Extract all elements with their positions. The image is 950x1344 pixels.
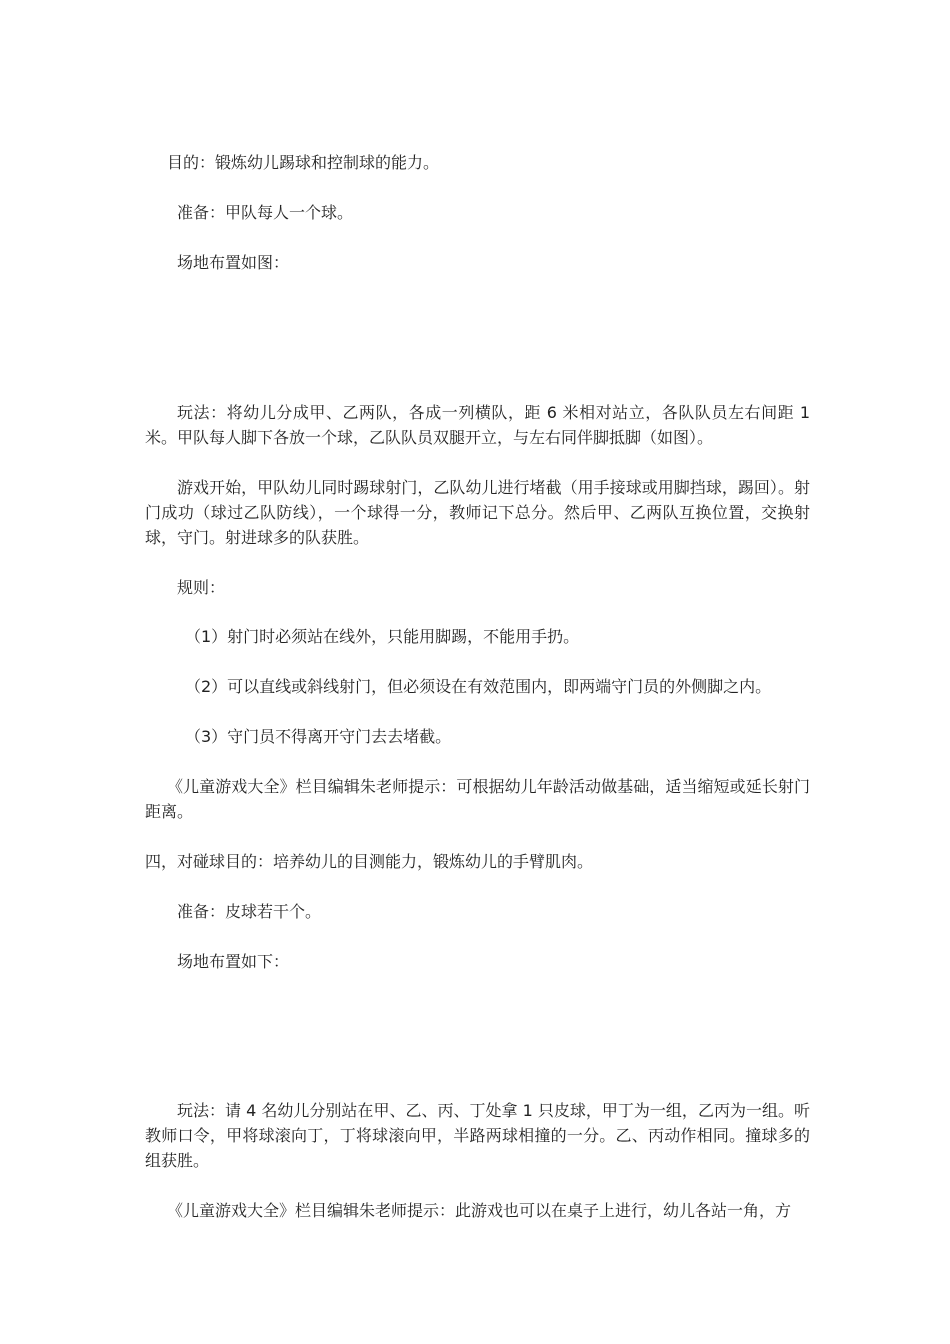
gameplay-paragraph: 玩法：将幼儿分成甲、乙两队，各成一列横队，距 6 米相对站立，各队队员左右间距 1 米。甲队每人脚下各放一个球，乙队队员双腿开立，与左右同伴脚抵脚（如图）。 <box>145 403 810 447</box>
gameplay-paragraph-2: 玩法：请 4 名幼儿分别站在甲、乙、丙、丁处拿 1 只皮球，甲丁为一组，乙丙为一组。听教师口令，甲将球滚向丁，丁将球滚向甲，半路两球相撞的一分。乙、丙动作相同。撞球多的组获胜。 <box>145 1101 810 1170</box>
preparation-paragraph-2: 准备：皮球若干个。 <box>177 902 322 921</box>
rule-3: （3）守门员不得离开守门去去堵截。 <box>185 727 452 746</box>
field-layout-paragraph: 场地布置如图： <box>177 253 290 272</box>
section-four-paragraph: 四，对碰球目的：培养幼儿的目测能力，锻炼幼儿的手臂肌肉。 <box>145 852 594 871</box>
editor-tip-paragraph: 《儿童游戏大全》栏目编辑朱老师提示：可根据幼儿年龄活动做基础，适当缩短或延长射门距离。 <box>145 777 810 821</box>
field-layout-paragraph-2: 场地布置如下： <box>177 952 290 971</box>
purpose-paragraph: 目的：锻炼幼儿踢球和控制球的能力。 <box>167 153 440 172</box>
editor-tip-paragraph-2: 《儿童游戏大全》栏目编辑朱老师提示：此游戏也可以在桌子上进行，幼儿各站一角，方 <box>167 1201 792 1220</box>
game-start-paragraph: 游戏开始，甲队幼儿同时踢球射门，乙队幼儿进行堵截（用手接球或用脚挡球，踢回）。射门成功（球过乙队防线），一个球得一分，教师记下总分。然后甲、乙两队互换位置，交换射球，守门。射进球多的队获胜。 <box>145 478 810 547</box>
rule-2: （2）可以直线或斜线射门，但必须设在有效范围内，即两端守门员的外侧脚之内。 <box>185 677 772 696</box>
preparation-paragraph: 准备：甲队每人一个球。 <box>177 203 354 222</box>
rules-heading: 规则： <box>177 578 226 597</box>
rule-1: （1）射门时必须站在线外，只能用脚踢，不能用手扔。 <box>185 627 580 646</box>
